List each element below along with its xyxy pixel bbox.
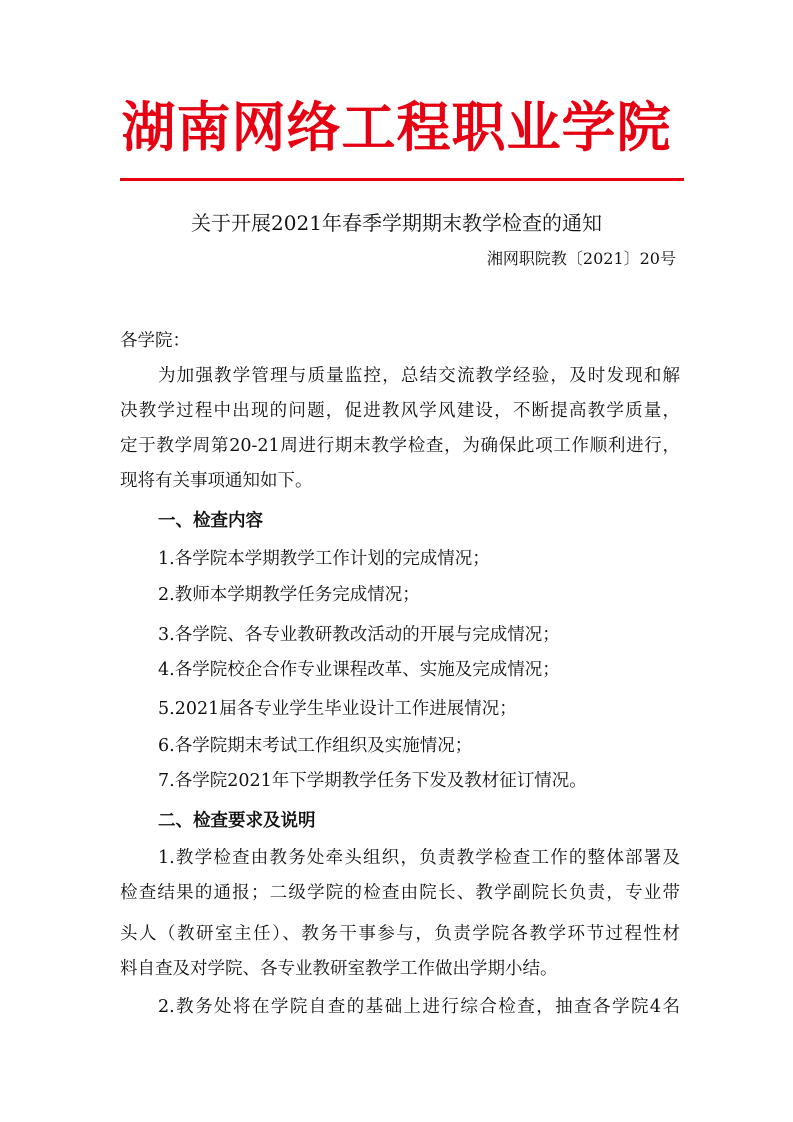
intro-line: 为加强教学管理与质量监控，总结交流教学经验，及时发现和解 bbox=[158, 366, 680, 386]
intro-line: 决教学过程中出现的问题，促进教风学风建设，不断提高教学质量， bbox=[120, 401, 680, 421]
requirements-line: 2.教务处将在学院自查的基础上进行综合检查，抽查各学院4名 bbox=[158, 997, 680, 1017]
requirements-line: 检查结果的通报；二级学院的检查由院长、教学副院长负责，专业带 bbox=[120, 883, 680, 903]
list-item: 7.各学院2021年下学期教学任务下发及教材征订情况。 bbox=[158, 771, 587, 791]
document-number: 湘网职院教〔2021〕20号 bbox=[486, 249, 676, 268]
masthead-org-name: 湖南网络工程职业学院 bbox=[121, 96, 672, 159]
list-item: 2.教师本学期教学任务完成情况； bbox=[158, 585, 420, 605]
section-heading-requirements: 二、检查要求及说明 bbox=[158, 811, 316, 831]
salutation: 各学院： bbox=[120, 331, 190, 351]
list-item: 1.各学院本学期教学工作计划的完成情况； bbox=[158, 549, 490, 569]
masthead-red-rule bbox=[120, 178, 684, 181]
list-item: 5.2021届各专业学生毕业设计工作进展情况； bbox=[158, 699, 517, 719]
document-title: 关于开展2021年春季学期期末教学检查的通知 bbox=[191, 211, 602, 235]
section-heading-inspection-content: 一、检查内容 bbox=[158, 511, 263, 531]
requirements-line: 料自查及对学院、各专业教研室教学工作做出学期小结。 bbox=[120, 959, 558, 979]
requirements-line: 头人（教研室主任）、教务干事参与，负责学院各教学环节过程性材 bbox=[120, 924, 680, 944]
intro-line: 现将有关事项通知如下。 bbox=[120, 471, 313, 491]
requirements-line: 1.教学检查由教务处牵头组织，负责教学检查工作的整体部署及 bbox=[158, 848, 680, 868]
list-item: 6.各学院期末考试工作组织及实施情况； bbox=[158, 736, 473, 756]
list-item: 3.各学院、各专业教研教改活动的开展与完成情况； bbox=[158, 625, 560, 645]
list-item: 4.各学院校企合作专业课程改革、实施及完成情况； bbox=[158, 660, 560, 680]
intro-line: 定于教学周第20-21周进行期末教学检查，为确保此项工作顺利进行， bbox=[120, 436, 680, 456]
